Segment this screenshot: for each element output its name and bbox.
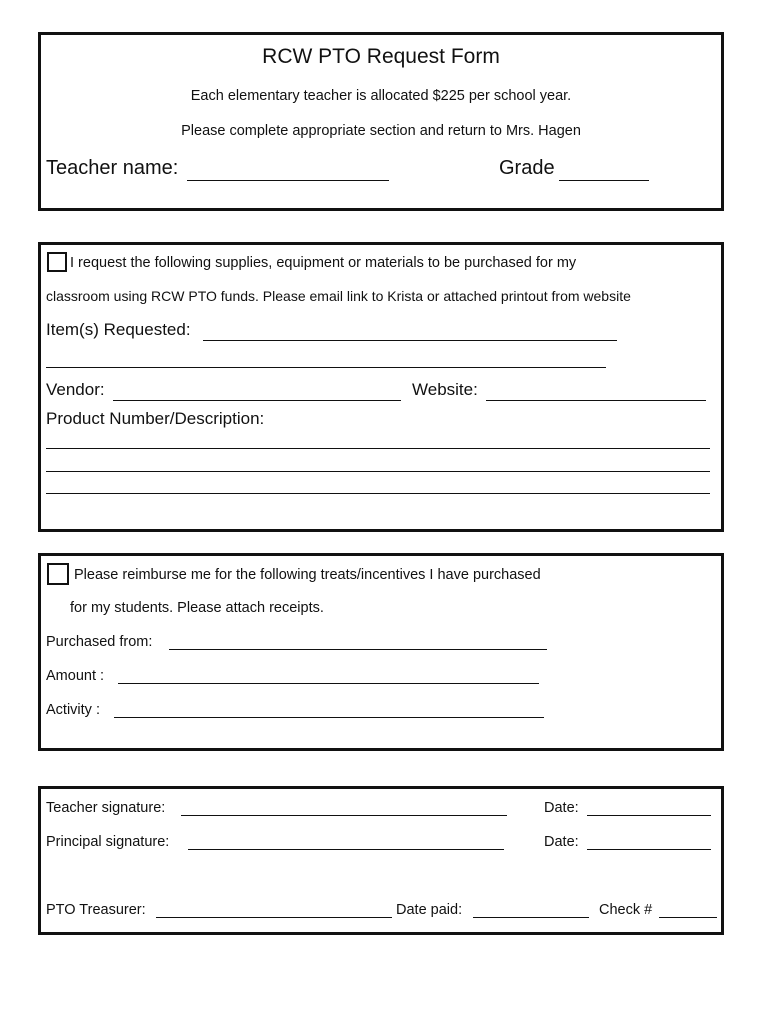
request-intro-line1: I request the following supplies, equipment or materials to be purchased for my bbox=[70, 255, 577, 271]
teacher-signature-label: Teacher signature: bbox=[46, 800, 166, 816]
items-requested-field-2[interactable] bbox=[46, 367, 606, 368]
website-label: Website: bbox=[412, 380, 478, 399]
vendor-field[interactable] bbox=[113, 400, 401, 401]
items-requested-field[interactable] bbox=[203, 340, 617, 341]
reimburse-checkbox[interactable] bbox=[47, 563, 69, 585]
request-intro-line2: classroom using RCW PTO funds. Please email link to Krista or attached printout from website bbox=[46, 288, 631, 304]
form-title: RCW PTO Request Form bbox=[262, 45, 500, 68]
principal-date-field[interactable] bbox=[587, 849, 711, 850]
request-checkbox[interactable] bbox=[47, 252, 67, 272]
reimburse-intro-line1: Please reimburse me for the following treats/incentives I have purchased bbox=[74, 567, 541, 583]
teacher-date-field[interactable] bbox=[587, 815, 711, 816]
website-field[interactable] bbox=[486, 400, 706, 401]
amount-label: Amount : bbox=[46, 668, 105, 684]
vendor-label: Vendor: bbox=[46, 380, 105, 399]
activity-label: Activity : bbox=[46, 702, 100, 718]
check-number-label: Check # bbox=[599, 902, 653, 918]
items-requested-label: Item(s) Requested: bbox=[46, 320, 191, 339]
grade-field[interactable] bbox=[559, 180, 649, 181]
teacher-date-label: Date: bbox=[544, 800, 579, 816]
treasurer-label: PTO Treasurer: bbox=[46, 902, 146, 918]
treasurer-field[interactable] bbox=[156, 917, 392, 918]
product-field-1[interactable] bbox=[46, 448, 710, 449]
instruction-text: Please complete appropriate section and return to Mrs. Hagen bbox=[181, 123, 581, 139]
product-label: Product Number/Description: bbox=[46, 409, 265, 428]
principal-date-label: Date: bbox=[544, 834, 579, 850]
header-section bbox=[38, 32, 724, 211]
signature-section bbox=[38, 786, 724, 935]
reimburse-section bbox=[38, 553, 724, 751]
principal-signature-field[interactable] bbox=[188, 849, 504, 850]
reimburse-intro-line2: for my students. Please attach receipts. bbox=[70, 600, 324, 616]
check-number-field[interactable] bbox=[659, 917, 717, 918]
purchased-from-field[interactable] bbox=[169, 649, 547, 650]
teacher-signature-field[interactable] bbox=[181, 815, 507, 816]
product-field-3[interactable] bbox=[46, 493, 710, 494]
purchased-from-label: Purchased from: bbox=[46, 634, 153, 650]
request-section bbox=[38, 242, 724, 532]
product-field-2[interactable] bbox=[46, 471, 710, 472]
date-paid-label: Date paid: bbox=[396, 902, 463, 918]
grade-label: Grade bbox=[499, 157, 555, 179]
principal-signature-label: Principal signature: bbox=[46, 834, 170, 850]
teacher-name-label: Teacher name: bbox=[46, 157, 179, 179]
allocation-note: Each elementary teacher is allocated $225 per school year. bbox=[190, 88, 572, 104]
date-paid-field[interactable] bbox=[473, 917, 589, 918]
amount-field[interactable] bbox=[118, 683, 539, 684]
teacher-name-field[interactable] bbox=[187, 180, 389, 181]
activity-field[interactable] bbox=[114, 717, 544, 718]
